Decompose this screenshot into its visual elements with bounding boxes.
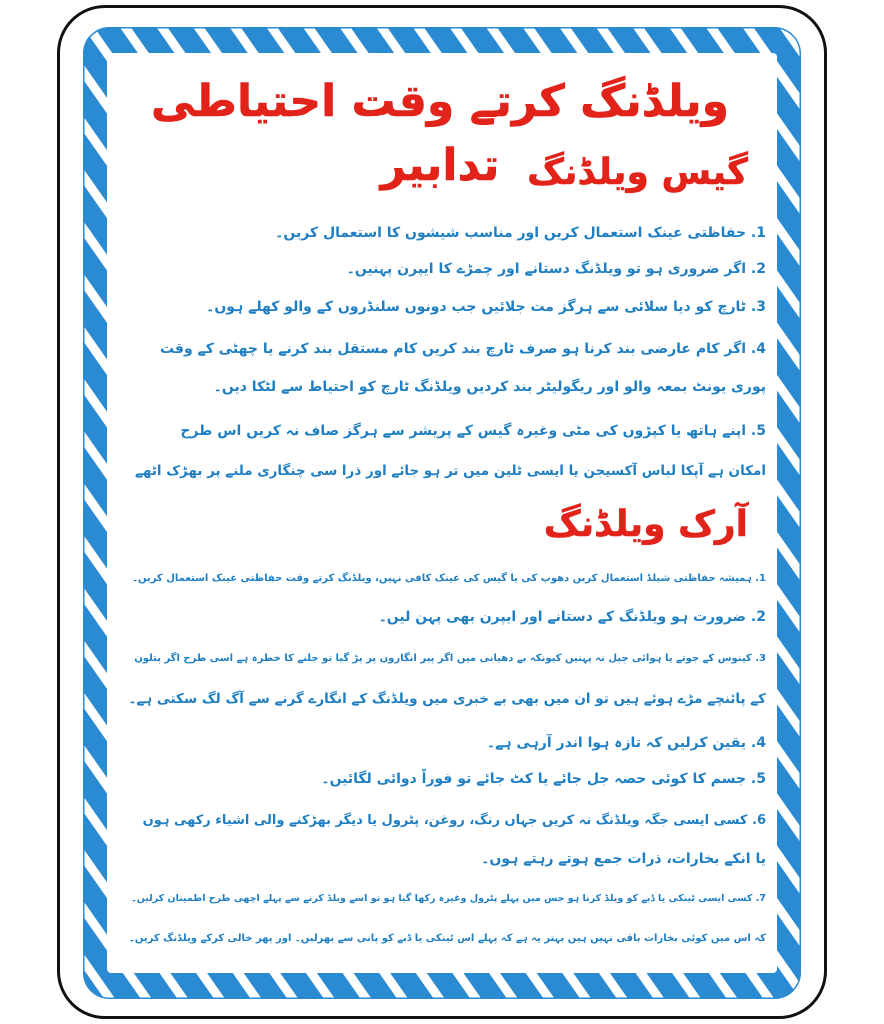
gas-line-1: 1. حفاظتی عینک استعمال کریں اور مناسب شیشوں کا استعمال کریں۔ bbox=[275, 225, 766, 241]
arc-line-4: 4. یقین کرلیں کہ تازہ ہوا اندر آرہی ہے۔ bbox=[486, 735, 766, 751]
gas-line-5: 5. اپنے ہاتھ یا کپڑوں کی مٹی وغیرہ گیس کے پریشر سے ہرگز صاف نہ کریں اس طرح bbox=[180, 423, 766, 439]
arc-line-2: 2. ضرورت ہو ویلڈنگ کے دستانے اور ایپرن بھی پہن لیں۔ bbox=[378, 609, 766, 625]
gas-line-4-cont: پوری یونٹ بمعہ والو اور ریگولیٹر بند کردیں ویلڈنگ ٹارچ کو احتیاط سے لٹکا دیں۔ bbox=[213, 379, 766, 395]
gas-line-5-cont: امکان ہے آپکا لباس آکسیجن یا ایسی ٹلین میں تر ہو جائے اور ذرا سی چنگاری ملنے پر بھڑک اٹھے bbox=[135, 463, 766, 479]
arc-line-6-cont: یا انکے بخارات، ذرات جمع ہوتے رہتے ہوں۔ bbox=[481, 851, 766, 867]
arc-line-7: 7. کسی ایسی ٹینکی یا ڈبے کو ویلڈ کرنا ہو جس میں پہلے پٹرول وغیرہ رکھا گیا ہو تو اسے ویلڈ کرنے سے پہلے اچھی طرح اطمینان کرلیں۔ bbox=[131, 893, 766, 904]
arc-line-3: 3. کینوس کے جوتے یا ہوائی چپل نہ پہنیں کیونکہ بے دھیانی میں اگر پیر انگاروں پر پڑ گیا تو جلنے کا خطرہ ہے اسی طرح اگر پتلون bbox=[134, 653, 766, 664]
arc-line-1: 1. ہمیشہ حفاظتی شیلڈ استعمال کریں دھوپ کی یا گیس کی عینک کافی نہیں، ویلڈنگ کرتے وقت حفاظتی عینک استعمال کریں۔ bbox=[132, 573, 766, 584]
arc-line-3-cont: کے پائنچے مڑے ہوئے ہیں تو ان میں بھی بے خبری میں ویلڈنگ کے انگارے گرنے سے آگ لگ سکتی ہے۔ bbox=[128, 691, 766, 707]
arc-line-7-cont: کہ اس میں کوئی بخارات باقی نہیں ہیں بہتر یہ ہے کہ پہلے اس ٹینکی یا ڈبے کو پانی سے بھرلیں۔ اور پھر خالی کرکے ویلڈنگ کریں۔ bbox=[129, 933, 766, 944]
gas-line-2: 2. اگر ضروری ہو تو ویلڈنگ دستانے اور چمڑے کا ایپرن پہنیں۔ bbox=[346, 261, 766, 277]
gas-welding-heading: گیس ویلڈنگ bbox=[527, 152, 748, 193]
gas-line-4: 4. اگر کام عارضی بند کرنا ہو صرف ٹارچ بند کریں کام مستقل بند کرنے یا چھٹی کے وقت bbox=[159, 341, 766, 357]
arc-line-6: 6. کسی ایسی جگہ ویلڈنگ نہ کریں جہاں رنگ، روغن، پٹرول یا دیگر بھڑکنے والی اشیاء رکھی ہوں bbox=[142, 813, 766, 828]
gas-line-3: 3. ٹارچ کو دیا سلائی سے ہرگز مت جلائیں جب دونوں سلنڈروں کے والو کھلے ہوں۔ bbox=[206, 299, 766, 315]
arc-welding-heading: آرک ویلڈنگ bbox=[543, 504, 748, 545]
sign-title: ویلڈنگ کرتے وقت احتیاطی تدابیر bbox=[151, 76, 729, 191]
arc-line-5: 5. جسم کا کوئی حصہ جل جائے یا کٹ جائے تو فوراً دوائی لگائیں۔ bbox=[321, 771, 766, 787]
